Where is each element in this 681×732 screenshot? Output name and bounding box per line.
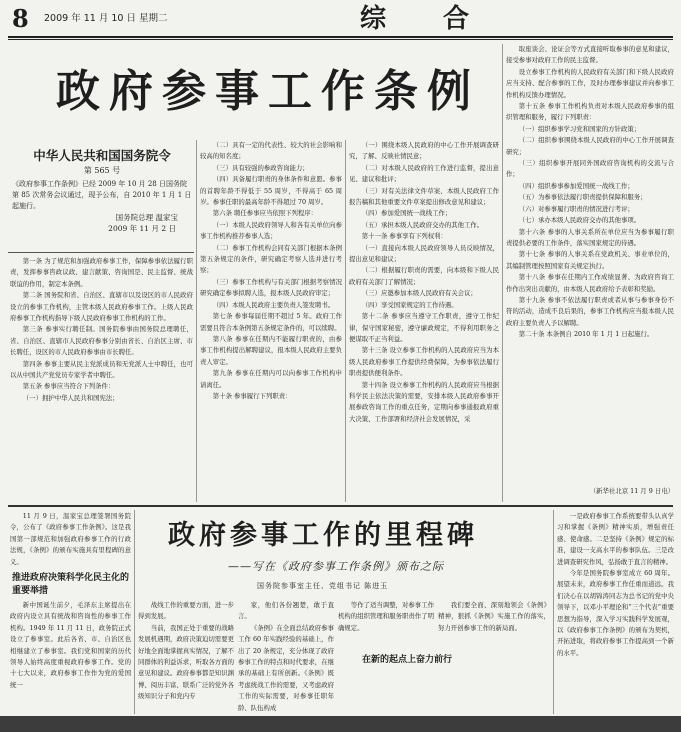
paragraph: （一）围绕本级人民政府的中心工作开展调查研究，了解、反映社情民意； xyxy=(349,141,499,161)
paragraph: 第十条 参事履行下列职责： xyxy=(212,391,292,400)
paragraph: 第二十条 本条例自 2010 年 1 月 1 日起施行。 xyxy=(518,330,654,339)
article2-author: 国务院参事室主任、党组书记 陈进玉 xyxy=(257,582,389,590)
paragraph: （四）享受国家规定的工作待遇。 xyxy=(361,300,458,309)
article-title: 政府参事工作条例 xyxy=(56,66,480,117)
paragraph: （五）为参事依法履行职责提供保障和服务； xyxy=(518,193,647,202)
paragraph: 第十四条 设立参事工作机构的人民政府应当根据科学民主依法决策的需要，安排本级人民政府参事开展参政咨询工作的重点任务，定期向参事通报政府重大决策、工作部署和经济社会发展情况，采 xyxy=(349,380,499,423)
paragraph: 当前，我国正处于重要的战略发展机遇期，政府决策迫切需要更好地全面地掌握真实情况，了解不同群体的利益诉求，听取各方面的意见和建议。政府参事都是知识渊博、阅历丰富、联系广泛的党外各级知识分子和党内专 xyxy=(138,623,234,701)
paragraph: 第十六条 参事的人事关系所在单位应当为参事履行职责提供必要的工作条件，落实国家规定的待遇。 xyxy=(506,227,674,247)
news-source: （新华社北京 11 月 9 日电） xyxy=(589,487,674,495)
paragraph: （一）拥护中华人民共和国宪法； xyxy=(22,393,119,402)
paragraph: 第七条 参事每届任期不超过 5 年。政府工作需要且符合本条例第五条规定条件的，可以续聘。 xyxy=(200,312,342,332)
order-divider xyxy=(8,140,194,253)
paragraph: 第三条 参事实行聘任制。国务院参事由国务院总理聘任，省、自治区、直辖市人民政府参事分别由省长、自治区主席、市长聘任，设区的市人民政府参事由市长聘任。 xyxy=(10,325,193,357)
article2-subhead: 推进政府决策科学化民主化的重要举措 xyxy=(12,573,130,596)
article2-column xyxy=(10,511,131,569)
issue-date: 2009 年 11 月 10 日 星期二 xyxy=(44,13,168,24)
paragraph: 第十八条 参事在任期内工作成绩显著、为政府咨询工作作出突出贡献的，由本级人民政府给予表彰和奖励。 xyxy=(506,273,674,293)
paragraph: 第十三条 设立参事工作机构的人民政府应当为本级人民政府参事工作提供经费保障，为参事依法履行职责提供便利条件。 xyxy=(349,346,499,378)
article2-subtitle: ——写在《政府参事工作条例》颁布之际 xyxy=(228,560,444,573)
column-divider xyxy=(345,140,346,502)
order-date: 2009 年 11 月 2 日 xyxy=(108,224,176,233)
paragraph: 第十二条 参事应当遵守工作职责，遵守工作纪律，保守国家秘密，遵守廉政规定，不得利用职务之便谋取不正当利益。 xyxy=(349,312,499,343)
page-footer-bar xyxy=(0,716,681,732)
paragraph: 取座谈会、论证会等方式直接听取参事的意见和建议，接受参事对政府工作的民主监督。 xyxy=(506,45,674,65)
article2-column xyxy=(438,600,550,714)
paragraph: （五）承担本级人民政府交办的其他工作。 xyxy=(361,220,484,229)
paragraph: 11 月 9 日，温家宝总理签署国务院令，公布了《政府参事工作条例》。这是我国第一部规范和加强政府参事工作的行政法规，《条例》的颁布实施具有里程碑的意义。 xyxy=(10,512,131,566)
paragraph: 第十九条 参事不依法履行职责或者从事与参事身份不符的活动，造成不良后果的，参事工作机构应当报本级人民政府主要负责人予以解聘。 xyxy=(506,295,674,327)
article-column xyxy=(200,140,342,502)
paragraph: 第十五条 参事工作机构负责对本级人民政府参事的组织管理和服务，履行下列职责： xyxy=(506,102,674,122)
paragraph: （三）参事工作机构与有关部门根据考察情况研究确定参事拟聘人选，报本级人民政府审定； xyxy=(200,277,342,298)
article-column xyxy=(349,140,499,502)
article2-column xyxy=(338,600,434,650)
column-divider xyxy=(134,510,135,714)
paragraph: （四）组织参事参加爱国统一战线工作； xyxy=(518,181,634,190)
paragraph: 战线工作的重要方面，进一步得到发展。 xyxy=(138,601,234,621)
paragraph: 我们要全面、深刻地领会《条例》精神，狠抓《条例》实施工作的落实，努力开创参事工作的新局面。 xyxy=(438,601,550,632)
paragraph: 第一条 为了规范和加强政府参事工作，保障参事依法履行职责，发挥参事咨政议政、建言献策、咨询国是、民主监督、统战联谊的作用，制定本条例。 xyxy=(10,257,193,288)
paragraph: 等作了适当调整，对参事工作机构的组织管理和服务职责作了明确规定。 xyxy=(338,601,434,632)
paragraph: （三）组织参事开展同外国政府咨询机构的交流与合作； xyxy=(506,159,674,179)
paragraph: 第六条 聘任参事应当依照下列程序： xyxy=(212,209,318,218)
paragraph: （二）根据履行职责的需要，向本级和下级人民政府有关部门了解情况； xyxy=(349,266,499,286)
paragraph: 新中国诞生前夕，毛泽东主席提出在政府内设立具有统战和咨询性的参事工作机构。1949 年 11 月 11 日，政务院正式设立了参事室。此后各省、市、自治区也相继建立了参事室。我们党和国家的历代领导人始终高度重视政府参事工作。党的十七大以来，政府参事工作作为党的爱国统一 xyxy=(10,601,131,689)
paragraph: 第二条 国务院和省、自治区、直辖市以及设区的市人民政府设立的参事工作机构，主管本级人民政府参事工作。上级人民政府参事工作机构指导下级人民政府参事工作机构的工作。 xyxy=(10,291,193,323)
paragraph: 今年是国务院参事室成立 60 周年。展望未来，政府参事工作任重而道远。我们决心在以胡锦涛同志为总书记的党中央领导下，以邓小平理论和“三个代表”重要思想为指导，深入学习实践科学发展观，以《政府参事工作条例》的颁布为契机，开拓进取，将政府参事工作提高到一个新的水平。 xyxy=(557,569,674,657)
section-title: 综 合 xyxy=(360,4,494,34)
paragraph: （四）参加爱国统一战线工作； xyxy=(361,209,452,218)
paragraph: （一）直接向本级人民政府领导人员反映情况，提出意见和建议； xyxy=(349,243,499,264)
paragraph: 第五条 参事应当符合下列条件： xyxy=(22,382,115,391)
paragraph: 第四条 参事主要从民主党派成员和无党派人士中聘任，也可以从中国共产党党员专家学者中聘任。 xyxy=(10,359,193,380)
article2-column xyxy=(138,600,234,714)
article2-subhead: 在新的起点上奋力前行 xyxy=(362,655,453,665)
article2-column xyxy=(557,511,674,714)
paragraph: （二）组织参事围绕本级人民政府的中心工作开展调查研究； xyxy=(506,136,674,156)
paragraph: （四）具备履行职责的身体条件和意愿。参事的首聘年龄不得低于 55 周岁，不得高于 65 周岁。参事任职的最高年龄不得超过 70 周岁。 xyxy=(200,175,342,207)
paragraph: （三）对有关法律文件草案、本级人民政府工作报告稿和其他重要文件草案提出修改意见和建议； xyxy=(349,186,499,207)
order-number: 第 565 号 xyxy=(83,166,121,175)
column-divider xyxy=(502,44,503,502)
paragraph: （四）本级人民政府主要负责人签发聘书。 xyxy=(212,300,335,309)
paragraph: 一是政府参事工作系统要带头认真学习和掌握《条例》精神实质，增强责任感、使命感。二是坚持《条例》规定的标准，建设一支高水平的参事队伍。三是改进调查研究作风，弘扬敢于直言的精神。 xyxy=(557,512,674,566)
page-number: 8 xyxy=(12,4,29,33)
paragraph: （一）组织参事学习党和国家的方针政策； xyxy=(518,124,641,133)
paragraph: 设立参事工作机构的人民政府有关部门和下级人民政府应当支持、配合参事的工作，及时办理参事建议并向参事工作机构反馈办理情况。 xyxy=(506,67,674,99)
order-body: 《政府参事工作条例》已经 2009 年 10 月 28 日国务院第 85 次常务会议通过，现予公布，自 2010 年 1 月 1 日起施行。 xyxy=(12,180,192,210)
paragraph: 家，他们各份翘楚，敢于直言。 xyxy=(238,601,334,621)
paragraph: （六）对参事履行职责的情况进行考评； xyxy=(518,204,634,213)
order-signature: 国务院总理 温家宝 xyxy=(115,213,178,222)
paragraph: （三）具有较强的参政咨询能力； xyxy=(212,163,309,172)
paragraph: （七）承办本级人民政府交办的其他事项。 xyxy=(518,216,641,225)
article2-column xyxy=(238,600,334,714)
column-divider xyxy=(196,140,197,502)
article2-column xyxy=(10,600,131,714)
paragraph: 《条例》在全面总结政府参事工作 60 年实践经验的基础上，作出了 20 条规定，充分体现了政府参事工作的特点和时代要求，在继承的基础上有所创新。《条例》既考虑统战工作的需要，又考虑政府工作的实际需要，对参事任职年龄、队伍构成 xyxy=(238,623,334,712)
paragraph: 第八条 参事在任期内不能履行职责的，由参事工作机构提出解聘建议，报本级人民政府主要负责人审定。 xyxy=(200,334,342,366)
header-rule xyxy=(8,36,673,38)
paragraph: （三）应邀参加本级人民政府有关会议； xyxy=(361,289,477,298)
paragraph: 第十七条 参事的人事关系在党政机关、事业单位的，其编制管理按照国家有关规定执行。 xyxy=(506,250,674,270)
order-issuer: 中华人民共和国国务院令 xyxy=(33,148,171,163)
paragraph: 第十一条 参事享有下列权利： xyxy=(361,232,447,241)
header-rule-thin xyxy=(8,39,673,40)
paragraph: （二）参事工作机构会同有关部门根据本条例第五条规定的条件，研究确定考察人选并进行考察； xyxy=(200,243,342,275)
column-divider xyxy=(553,510,554,714)
article2-title: 政府参事工作的里程碑 xyxy=(168,520,478,551)
paragraph: 第九条 参事在任期内可以向参事工作机构申请离任。 xyxy=(200,369,342,389)
paragraph: （一）本级人民政府领导人和各有关单位向参事工作机构推荐参事人选； xyxy=(200,220,342,241)
article-column xyxy=(10,256,193,502)
paragraph: （二）对本级人民政府的工作进行监督，提出意见、建议和批评； xyxy=(349,163,499,184)
article-column xyxy=(506,44,674,484)
article-divider xyxy=(8,505,673,507)
paragraph: （二）具有一定的代表性、较大的社会影响和较高的知名度； xyxy=(200,141,342,161)
